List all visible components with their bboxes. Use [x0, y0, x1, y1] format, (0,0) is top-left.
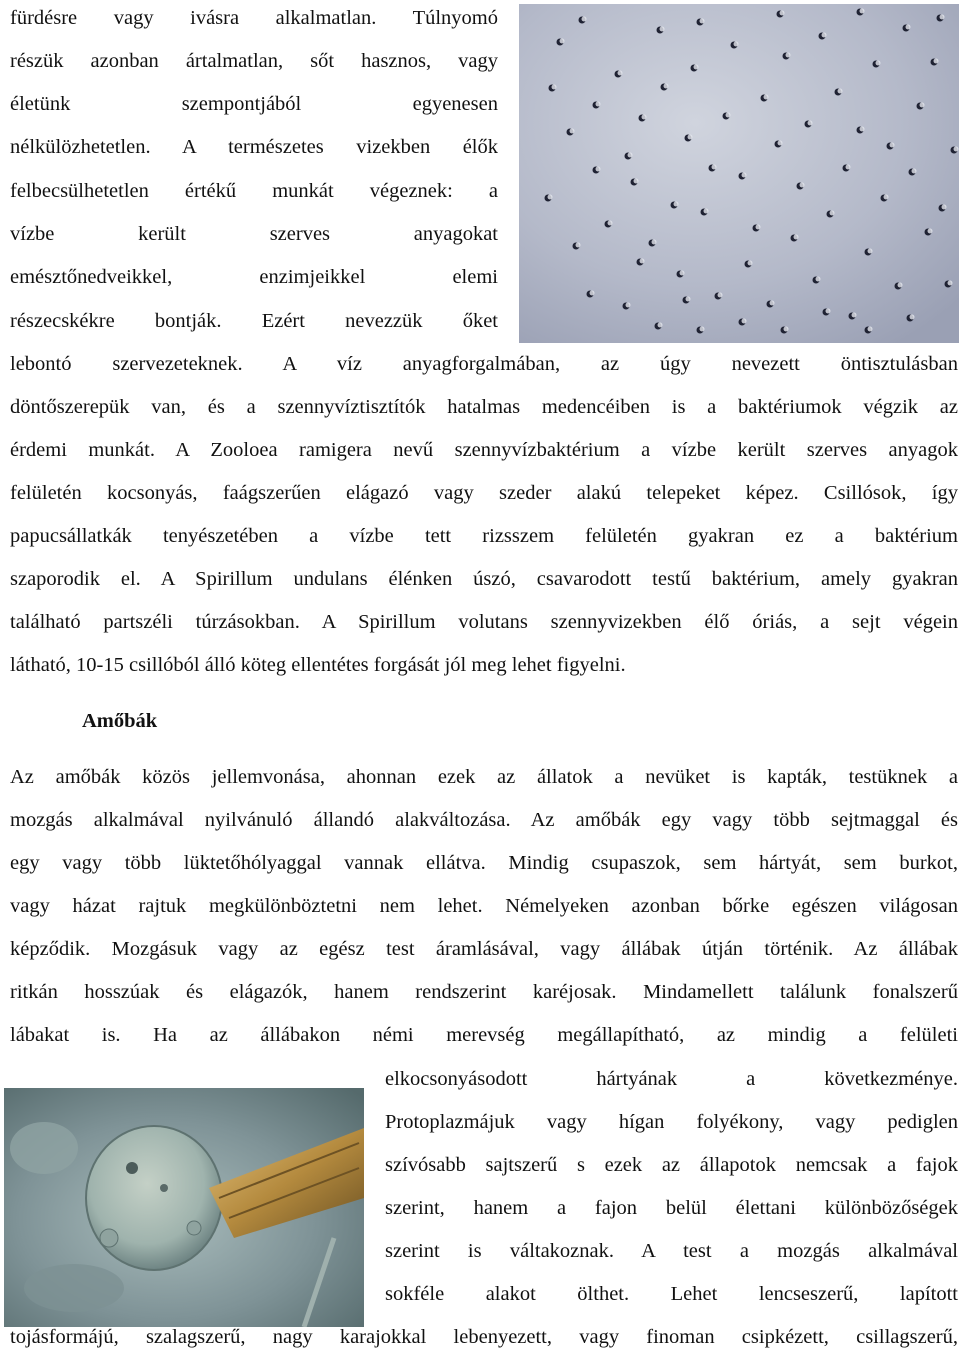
bacterium-highlight: [694, 65, 699, 70]
bacterium-highlight: [786, 53, 791, 58]
text-line: képződik. Mozgásuk vagy az egész test áramlásával, vagy állábak útján történik. Az állábak: [10, 938, 958, 960]
text-line: emésztőnedveikkel, enzimjeikkel elemi: [10, 266, 498, 288]
bacterium-highlight: [664, 84, 669, 89]
bacterium-highlight: [816, 277, 821, 282]
bacterium-highlight: [860, 9, 865, 14]
bacterium-highlight: [734, 42, 739, 47]
bacterium-highlight: [778, 141, 783, 146]
bacterium-highlight: [700, 19, 705, 24]
amoeba-microscope-photo: [4, 1088, 364, 1327]
text-line: nélkülözhetetlen. A természetes vizekben élők: [10, 136, 498, 158]
bacterium-highlight: [570, 129, 575, 134]
bacterium-highlight: [808, 121, 813, 126]
section-heading-amobak: Amőbák: [82, 710, 158, 732]
bacterium-highlight: [704, 209, 709, 214]
bacterium-highlight: [898, 283, 903, 288]
bacterium-highlight: [626, 303, 631, 308]
bacterium-highlight: [618, 71, 623, 76]
bacterium-highlight: [582, 17, 587, 22]
bacteria-photo-graphic: [519, 4, 959, 343]
bacterium-highlight: [590, 291, 595, 296]
bacterium-highlight: [800, 183, 805, 188]
text-line: látható, 10-15 csillóból álló köteg ellentétes forgását jól meg lehet figyelni.: [10, 654, 626, 676]
bacterium-highlight: [660, 27, 665, 32]
bacterium-highlight: [838, 89, 843, 94]
text-line: életünk szempontjából egyenesen: [10, 93, 498, 115]
bacterium-highlight: [830, 211, 835, 216]
bacterium-highlight: [680, 271, 685, 276]
bacterium-highlight: [674, 202, 679, 207]
text-line: felbecsülhetetlen értékű munkát végeznek: a: [10, 180, 498, 202]
bacterium-highlight: [700, 327, 705, 332]
bacterium-highlight: [954, 147, 959, 152]
bacterium-highlight: [712, 165, 717, 170]
bacterium-highlight: [742, 173, 747, 178]
text-line: szerint, hanem a fajon belül élettani különbözőségek: [385, 1197, 958, 1219]
bacterium-highlight: [948, 281, 953, 286]
text-line: szerint is váltakoznak. A test a mozgás alkalmával: [385, 1240, 958, 1262]
bacterium-highlight: [910, 315, 915, 320]
text-line: szaporodik el. A Spirillum undulans élénken úszó, csavarodott testű baktérium, amely gyakran: [10, 568, 958, 590]
text-line: Az amőbák közös jellemvonása, ahonnan ezek az állatok a nevüket is kapták, testüknek a: [10, 766, 958, 788]
bacterium-highlight: [552, 85, 557, 90]
bacterium-highlight: [784, 327, 789, 332]
bacterium-highlight: [764, 95, 769, 100]
bacterium-highlight: [876, 61, 881, 66]
text-line: lebontó szervezeteknek. A víz anyagforgalmában, az úgy nevezett öntisztulásban: [10, 353, 958, 375]
bacterium-highlight: [906, 25, 911, 30]
text-line: szívósabb sajtszerű s ezek az állapotok nemcsak a fajok: [385, 1154, 958, 1176]
bacterium-highlight: [576, 243, 581, 248]
bacterium-highlight: [608, 221, 613, 226]
bacterium-highlight: [770, 301, 775, 306]
bacterium-highlight: [652, 240, 657, 245]
bacterium-highlight: [860, 127, 865, 132]
bacterium-highlight: [686, 297, 691, 302]
text-line: lábakat is. Ha az állábakon némi merevség megállapítható, az mindig a felületi: [10, 1024, 958, 1046]
bacterium-highlight: [884, 195, 889, 200]
bacterium-highlight: [634, 179, 639, 184]
bacterium-highlight: [846, 165, 851, 170]
bacterium-highlight: [718, 293, 723, 298]
text-line: részecskékre bontják. Ezért nevezzük őket: [10, 310, 498, 332]
bacteria-microscope-photo: [519, 4, 959, 343]
text-line: döntőszerepük van, és a szennyvíztisztítók hatalmas medencéiben is a baktériumok végzik az: [10, 396, 958, 418]
text-line: tojásformájú, szalagszerű, nagy karajokkal lebenyezett, vagy finoman csipkézett, csillagszerű,: [10, 1326, 958, 1348]
bacterium-highlight: [548, 195, 553, 200]
bacterium-highlight: [596, 167, 601, 172]
bacterium-highlight: [868, 327, 873, 332]
bacterium-highlight: [826, 309, 831, 314]
bacterium-highlight: [942, 205, 947, 210]
bacterium-highlight: [756, 225, 761, 230]
text-line: vagy házat rajtuk megkülönböztetni nem lehet. Némelyeken azonban bőrke egészen világosan: [10, 895, 958, 917]
bacterium-highlight: [890, 143, 895, 148]
bacterium-highlight: [726, 113, 731, 118]
bacterium-highlight: [928, 229, 933, 234]
text-line: mozgás alkalmával nyilvánuló állandó alakváltozása. Az amőbák egy vagy több sejtmaggal és: [10, 809, 958, 831]
bacterium-highlight: [688, 135, 693, 140]
text-line: egy vagy több lüktetőhólyaggal vannak ellátva. Mindig csupaszok, sem hártyát, sem burkot,: [10, 852, 958, 874]
text-line: részük azonban ártalmatlan, sőt hasznos, vagy: [10, 50, 498, 72]
text-line: Protoplazmájuk vagy hígan folyékony, vagy pediglen: [385, 1111, 958, 1133]
bacterium-highlight: [742, 319, 747, 324]
bacterium-highlight: [868, 249, 873, 254]
bacterium-highlight: [822, 33, 827, 38]
bacterium-highlight: [780, 11, 785, 16]
bacterium-highlight: [628, 153, 633, 158]
text-line: felületén kocsonyás, faágszerűen elágazó vagy szeder alakú telepeket képez. Csillósok, így: [10, 482, 958, 504]
text-line: elkocsonyásodott hártyának a következménye.: [385, 1068, 958, 1090]
bacterium-highlight: [920, 103, 925, 108]
bacterium-highlight: [642, 115, 647, 120]
text-line: érdemi munkát. A Zooloea ramigera nevű szennyvízbaktérium a vízbe került szerves anyagok: [10, 439, 958, 461]
text-line: található partszéli túrzásokban. A Spirillum volutans szennyvizekben élő óriás, a sejt végein: [10, 611, 958, 633]
bacterium-highlight: [748, 261, 753, 266]
amoeba-photo-graphic: [4, 1088, 364, 1327]
text-line: vízbe került szerves anyagokat: [10, 223, 498, 245]
bacterium-highlight: [640, 259, 645, 264]
text-line: ritkán hosszúak és elágazók, hanem rendszerint karéjosak. Mindamellett találunk fonalszerű: [10, 981, 958, 1003]
text-line: sokféle alakot ölthet. Lehet lencseszerű, lapított: [385, 1283, 958, 1305]
bacterium-highlight: [934, 59, 939, 64]
bacterium-highlight: [852, 313, 857, 318]
bacterium-highlight: [794, 235, 799, 240]
bacterium-highlight: [658, 323, 663, 328]
bacterium-highlight: [596, 102, 601, 107]
text-line: fürdésre vagy ivásra alkalmatlan. Túlnyomó: [10, 7, 498, 29]
text-line: papucsállatkák tenyészetében a vízbe tett rizsszem felületén gyakran ez a baktérium: [10, 525, 958, 547]
bacterium-highlight: [560, 39, 565, 44]
bacterium-highlight: [940, 15, 945, 20]
bacterium-highlight: [912, 169, 917, 174]
